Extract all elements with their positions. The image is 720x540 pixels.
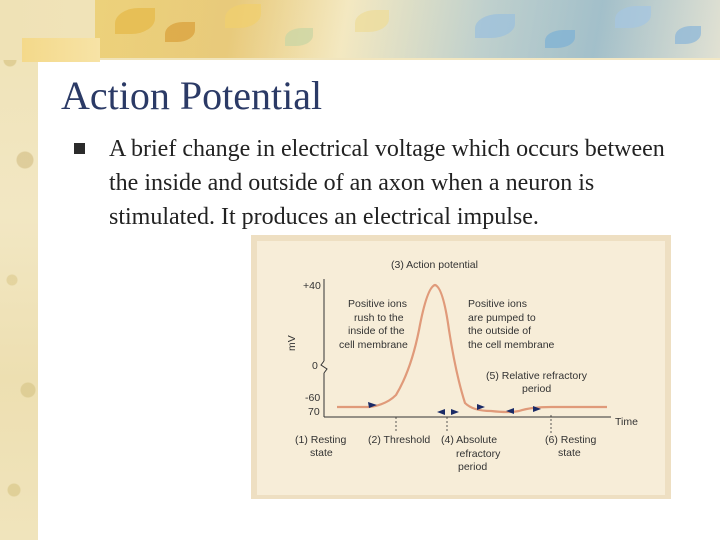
slide-title: Action Potential [61,73,323,118]
bullet-text: A brief change in electrical voltage which occurs between the inside and outside of an axon when a neuron is stimulated. It produces an electrical impulse. [109,136,665,230]
decorative-top-banner [0,0,720,60]
label-action-potential: (3) Action potential [391,259,478,271]
y-tick-70: 70 [308,406,320,418]
label-absolute-line2: refractory [456,448,501,460]
y-tick-plus40: +40 [303,280,321,292]
decorative-left-strip [0,0,38,540]
label-relative-line2: period [522,383,552,395]
action-potential-diagram [251,235,671,499]
label-threshold: (2) Threshold [368,434,431,446]
y-axis-label: mV [286,335,298,351]
label-absolute-line3: period [458,461,488,473]
label-resting6-line1: (6) Resting [545,434,597,446]
diagram-svg [251,235,671,499]
bullet-marker [74,143,85,154]
label-pumped-line2: are pumped to [468,312,536,324]
label-pumped-line1: Positive ions [468,298,527,310]
label-relative-line1: (5) Relative refractory [486,370,587,382]
label-rush-line4: cell membrane [339,339,408,351]
label-rush-line1: Positive ions [348,298,407,310]
label-resting6-line2: state [558,447,581,459]
label-resting-line1: (1) Resting [295,434,347,446]
y-tick-0: 0 [312,360,318,372]
x-axis-label: Time [615,416,638,428]
label-pumped-line3: the outside of [468,325,532,337]
decorative-leaf-art [95,0,720,58]
label-resting-line2: state [310,447,333,459]
label-absolute-line1: (4) Absolute [441,434,498,446]
label-rush-line2: rush to the [354,312,404,324]
label-pumped-line4: the cell membrane [468,339,555,351]
label-rush-line3: inside of the [348,325,405,337]
decorative-corner-block [22,38,100,62]
y-tick-minus60: -60 [305,392,321,404]
